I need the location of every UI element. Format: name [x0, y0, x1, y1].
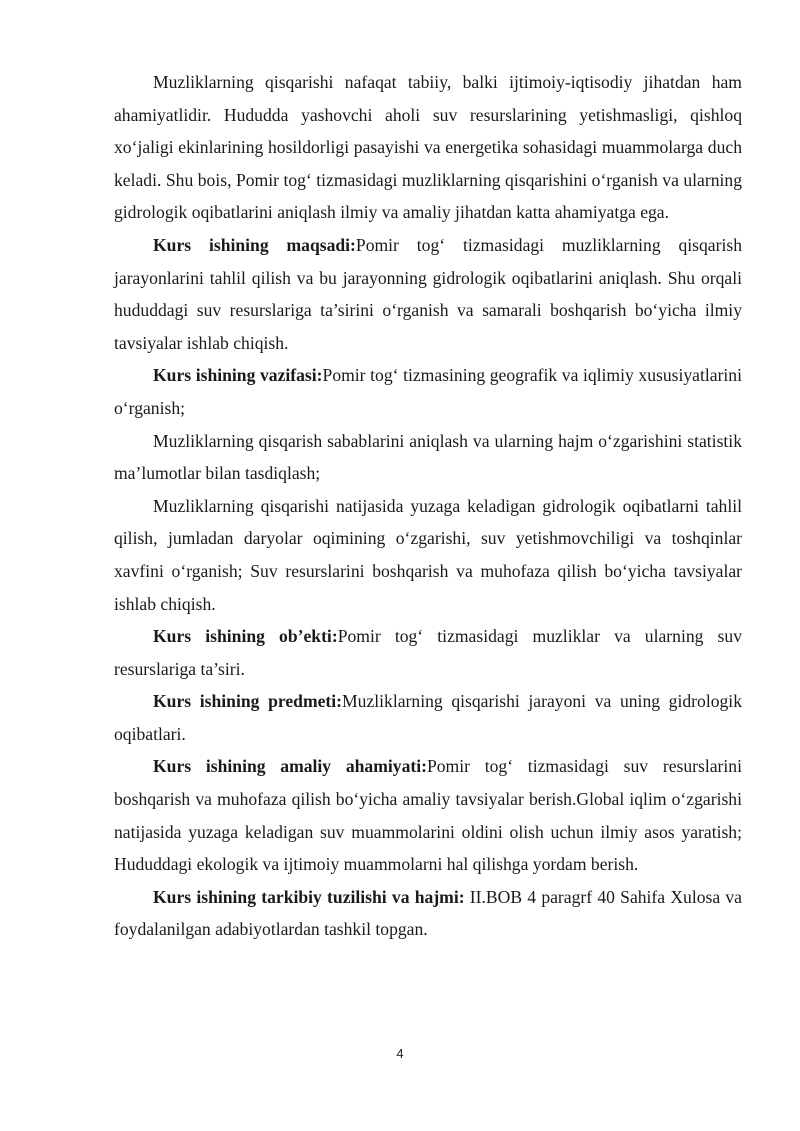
structure-paragraph [114, 881, 742, 946]
tasks-label: Kurs ishining vazifasi: [153, 365, 323, 386]
object-label: Kurs ishining ob’ekti: [153, 626, 338, 647]
task-item-paragraph [114, 490, 742, 620]
practical-significance-paragraph [114, 750, 742, 880]
task-item-text: Muzliklarning qisqarish sabablarini aniqlash va ularning hajm o‘zgarishini statistik ma’lumotlar bilan tasdiqlash; [114, 430, 742, 484]
subject-text: Muzliklarning qisqarishi jarayoni va uning gidrologik oqibatlari. [114, 691, 742, 744]
subject-paragraph [114, 685, 742, 750]
goal-label: Kurs ishining maqsadi: [153, 234, 356, 255]
subject-label: Kurs ishining predmeti: [153, 691, 343, 712]
goal-paragraph [114, 229, 742, 359]
practical-significance-label: Kurs ishining amaliy ahamiyati: [153, 756, 427, 777]
goal-text: Pomir tog‘ tizmasidagi muzliklarning qisqarish jarayonlarini tahlil qilish va bu jarayonning gidrologik oqibatlarini aniqlash. Shu orqali hududdagi suv resurslariga ta’sirini o‘rganish va samarali boshqarish bo‘yicha ilmiy tavsiyalar ishlab chiqish. [114, 234, 742, 353]
tasks-text: Pomir tog‘ tizmasining geografik va iqlimiy xususiyatlarini o‘rganish; [114, 365, 742, 418]
object-paragraph [114, 620, 742, 685]
task-item-text: Muzliklarning qisqarishi natijasida yuzaga keladigan gidrologik oqibatlarni tahlil qilish, jumladan daryolar oqimining o‘zgarishi, suv yetishmovchiligi va toshqinlar xavfini o‘rganish; Suv resurslarini boshqarish va muhofaza qilish bo‘yicha tavsiyalar ishlab chiqish. [114, 495, 742, 614]
intro-paragraph [114, 66, 742, 229]
object-text: Pomir tog‘ tizmasidagi muzliklar va ularning suv resurslariga ta’siri. [114, 626, 742, 679]
document-page [114, 66, 742, 946]
structure-text: II.BOB 4 paragrf 40 Sahifa Xulosa va foydalanilgan adabiyotlardan tashkil topgan. [114, 886, 742, 940]
structure-label: Kurs ishining tarkibiy tuzilishi va hajmi: [153, 886, 465, 907]
task-item-paragraph [114, 425, 742, 490]
tasks-paragraph [114, 359, 742, 424]
practical-significance-text: Pomir tog‘ tizmasidagi suv resurslarini boshqarish va muhofaza qilish bo‘yicha amaliy tavsiyalar berish.Global iqlim o‘zgarishi natijasida yuzaga keladigan suv muammolarini oldini olish uchun ilmiy asos yaratish; Hududdagi ekologik va ijtimoiy muammolarni hal qilishga yordam berish. [114, 756, 742, 875]
paragraph-text: Muzliklarning qisqarishi nafaqat tabiiy, balki ijtimoiy-iqtisodiy jihatdan ham ahamiyatlidir. Hududda yashovchi aholi suv resurslarining yetishmasligi, qishloq xo‘jaligi ekinlarining hosildorligi pasayishi va energetika sohasidagi muammolarga duch keladi. Shu bois, Pomir tog‘ tizmasidagi muzliklarning qisqarishini o‘rganish va ularning gidrologik oqibatlarini aniqlash ilmiy va amaliy jihatdan katta ahamiyatga ega. [114, 72, 742, 223]
page-number: 4 [396, 1046, 404, 1061]
